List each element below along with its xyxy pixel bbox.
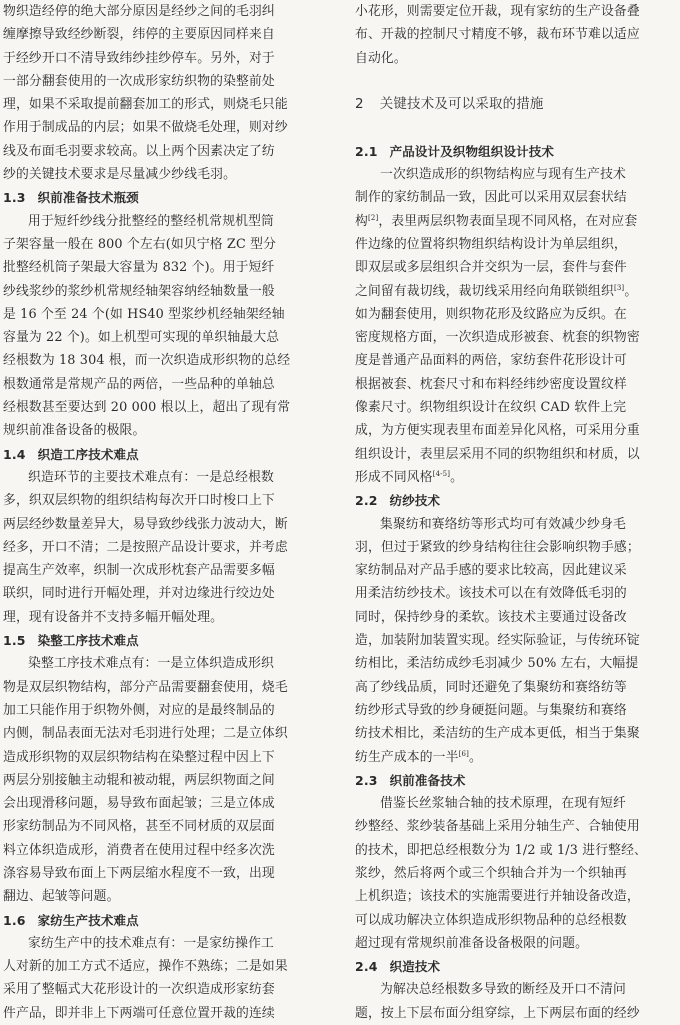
text-line bbox=[355, 629, 673, 652]
text-line bbox=[3, 885, 325, 908]
text-line bbox=[3, 699, 325, 722]
paragraph-first-line bbox=[3, 652, 325, 675]
line-text: 浆纱，然后将两个或三个织轴合并为一个织轴再 bbox=[355, 865, 627, 881]
line-text-continued: ，表里两层织物表面呈现不同风格，在对应套 bbox=[378, 213, 638, 229]
text-line bbox=[3, 280, 325, 303]
text-line bbox=[355, 396, 673, 419]
text-line bbox=[3, 140, 325, 163]
line-text: 根数通常是常规产品的两倍，一些品种的单轴总 bbox=[3, 376, 275, 392]
line-text: 超过现有常规织前准备设备极限的问题。 bbox=[355, 935, 589, 951]
text-line bbox=[355, 746, 673, 769]
heading-title: 纺纱技术 bbox=[389, 493, 441, 509]
citation-marker: [2] bbox=[367, 213, 379, 222]
text-line bbox=[355, 0, 673, 23]
heading-number: 2.4 bbox=[355, 959, 378, 975]
line-text: 为解决总经根数多导致的断经及开口不清问 bbox=[380, 982, 626, 998]
line-text: 造，加装附加装置实现。经实际验证，与传统环锭 bbox=[355, 633, 640, 649]
text-line bbox=[3, 862, 325, 885]
text-line bbox=[3, 815, 325, 838]
heading-number: 2.2 bbox=[355, 493, 378, 509]
text-line bbox=[3, 396, 325, 419]
text-line bbox=[3, 303, 325, 326]
text-line bbox=[355, 559, 673, 582]
text-line bbox=[3, 536, 325, 559]
line-text: 加工只能作用于织物外侧，对应的是最终制品的 bbox=[3, 702, 275, 718]
heading-title: 关键技术及可以采取的措施 bbox=[379, 96, 544, 113]
text-line bbox=[355, 699, 673, 722]
heading-title: 织造工序技术难点 bbox=[37, 446, 139, 462]
text-line bbox=[3, 769, 325, 792]
heading-number: 2.1 bbox=[355, 143, 378, 159]
text-line bbox=[3, 326, 325, 349]
text-line bbox=[3, 978, 325, 1001]
line-text: 线及布面毛羽要求较高。以上两个因素决定了纺 bbox=[3, 143, 275, 159]
line-text: 织造环节的主要技术难点有：一是总经根数 bbox=[28, 469, 274, 485]
line-text: 纺技术相比，柔洁纺的生产成本更低，相当于集聚 bbox=[355, 726, 640, 742]
heading-number: 1.5 bbox=[3, 633, 26, 649]
line-text: 布、开裁的控制尺寸精度不够，裁布环节难以适应 bbox=[355, 27, 640, 43]
line-text: 即双层或多层组织合并交织为一层，套件与套件 bbox=[355, 260, 627, 276]
line-text: 纺生产成本的一半 bbox=[355, 749, 459, 765]
heading-title: 家纺生产技术难点 bbox=[37, 912, 139, 928]
paragraph-first-line bbox=[355, 163, 673, 186]
text-line bbox=[3, 116, 325, 139]
line-text: 纱整经、浆纱装备基础上采用分轴生产、合轴使用 bbox=[355, 819, 640, 835]
line-text: 两层分别接触主动辊和被动辊，两层织物面之间 bbox=[3, 772, 275, 788]
text-line bbox=[3, 839, 325, 862]
section-heading bbox=[355, 93, 673, 116]
right-column bbox=[355, 0, 673, 1025]
line-text: 经根数为 18 304 根，而一次织造成形织物的总经 bbox=[3, 353, 291, 369]
text-line bbox=[3, 1002, 325, 1025]
spacer bbox=[355, 70, 673, 93]
paragraph-first-line bbox=[3, 466, 325, 489]
line-text: 形成不同风格 bbox=[355, 469, 433, 485]
line-text: 家纺制品对产品手感的要求比较高，因此建议采 bbox=[355, 563, 627, 579]
line-text-continued: 。 bbox=[468, 749, 482, 765]
text-line bbox=[3, 419, 325, 442]
text-line bbox=[3, 559, 325, 582]
text-line bbox=[355, 419, 673, 442]
heading-number: 1.3 bbox=[3, 190, 26, 206]
line-text: 作用于制成品的内层；如果不做烧毛处理，则对纱 bbox=[3, 120, 288, 136]
line-text: 于经纱开口不清导致纬纱挂纱停车。另外，对于 bbox=[3, 50, 275, 66]
text-line bbox=[355, 606, 673, 629]
text-line bbox=[3, 256, 325, 279]
line-text: 集聚纺和赛络纺等形式均可有效减少纱身毛 bbox=[380, 516, 626, 532]
citation-marker: [4-5] bbox=[432, 469, 451, 478]
citation-marker: [3] bbox=[613, 283, 625, 292]
line-text: 物是双层织物结构，部分产品需要翻套使用，烧毛 bbox=[3, 679, 288, 695]
line-text: 如为翻套使用，则织物花形及纹路应为反织。在 bbox=[355, 306, 627, 322]
text-line bbox=[355, 47, 673, 70]
text-line bbox=[3, 23, 325, 46]
paragraph-first-line bbox=[3, 932, 325, 955]
line-text: 容量为 22 个)。如上机型可实现的单织轴最大总 bbox=[3, 330, 280, 346]
heading-number: 1.4 bbox=[3, 446, 26, 462]
text-line bbox=[355, 839, 673, 862]
text-line bbox=[3, 349, 325, 372]
line-text: 是 16 个至 24 个(如 HS40 型浆纱机经轴架经轴 bbox=[3, 306, 285, 322]
text-line bbox=[3, 233, 325, 256]
subsection-heading bbox=[3, 629, 325, 652]
line-text: 经多，开口不清；二是按照产品设计要求，并考虑 bbox=[3, 539, 288, 555]
line-text-continued: 。 bbox=[624, 283, 638, 299]
text-line bbox=[3, 93, 325, 116]
text-line bbox=[3, 746, 325, 769]
heading-title: 织造技术 bbox=[389, 959, 441, 975]
text-line bbox=[355, 652, 673, 675]
text-line bbox=[355, 722, 673, 745]
text-line bbox=[355, 676, 673, 699]
line-text: 同时，保持纱身的柔软。该技术主要通过设备改 bbox=[355, 609, 627, 625]
text-line bbox=[355, 1002, 673, 1025]
text-line bbox=[355, 466, 673, 489]
line-text: 涤容易导致布面上下两层缩水程度不一致，出现 bbox=[3, 865, 275, 881]
subsection-heading bbox=[355, 769, 673, 792]
subsection-heading bbox=[355, 489, 673, 512]
text-line bbox=[3, 70, 325, 93]
line-text: 自动化。 bbox=[355, 50, 407, 66]
line-text: 之间留有裁切线，裁切线采用经向角联锁组织 bbox=[355, 283, 614, 299]
heading-number: 1.6 bbox=[3, 912, 26, 928]
text-line bbox=[3, 722, 325, 745]
text-line bbox=[355, 582, 673, 605]
line-text: 度是普通产品面料的两倍，家纺套件花形设计可 bbox=[355, 353, 627, 369]
text-line bbox=[355, 256, 673, 279]
text-line bbox=[355, 909, 673, 932]
line-text: 密度规格方面，一次织造成形被套、枕套的织物密 bbox=[355, 330, 640, 346]
line-text: 人对新的加工方式不适应，操作不熟练；二是如果 bbox=[3, 959, 288, 975]
text-line bbox=[3, 373, 325, 396]
line-text: 提高生产效率，织制一次成形枕套产品需要多幅 bbox=[3, 563, 275, 579]
line-text: 料立体织造成形，消费者在使用过程中经多次洗 bbox=[3, 842, 275, 858]
subsection-heading bbox=[3, 909, 325, 932]
line-text: 物织造经停的绝大部分原因是经纱之间的毛羽纠 bbox=[3, 4, 275, 19]
line-text: 造成形织物的双层织物结构在染整过程中因上下 bbox=[3, 749, 275, 765]
paragraph-first-line bbox=[355, 513, 673, 536]
text-line bbox=[355, 536, 673, 559]
text-line bbox=[355, 280, 673, 303]
heading-title: 织前准备技术瓶颈 bbox=[37, 190, 139, 206]
line-text: 根据被套、枕套尺寸和布料经纬纱密度设置纹样 bbox=[355, 376, 627, 392]
paragraph-first-line bbox=[355, 792, 673, 815]
line-text: 题，按上下层布面分组穿综，上下两层布面的经纱 bbox=[355, 1005, 640, 1021]
text-line bbox=[355, 186, 673, 209]
line-text: 像素尺寸。织物组织设计在纹织 CAD 软件上完 bbox=[355, 400, 627, 416]
heading-number: 2.3 bbox=[355, 772, 378, 788]
line-text: 多，织双层织物的组织结构每次开口时梭口上下 bbox=[3, 493, 275, 509]
text-line bbox=[355, 349, 673, 372]
heading-title: 染整工序技术难点 bbox=[37, 633, 139, 649]
line-text: 理，现有设备并不支持多幅开幅处理。 bbox=[3, 609, 224, 625]
text-line bbox=[3, 606, 325, 629]
text-line bbox=[3, 163, 325, 186]
line-text: 成，为方便实现表里布面差异化风格，可采用分重 bbox=[355, 423, 640, 439]
line-text: 制作的家纺制品一致，因此可以采用双层套状结 bbox=[355, 190, 627, 206]
left-column bbox=[3, 0, 325, 1025]
text-line bbox=[355, 862, 673, 885]
line-text: 上机织造；该技术的实施需要进行并轴设备改造， bbox=[355, 889, 640, 905]
line-text: 的技术，即把总经根数分为 1/2 或 1/3 进行整经、 bbox=[355, 842, 648, 858]
line-text: 一次织造成形的织物结构应与现有生产技术 bbox=[380, 167, 626, 183]
text-line bbox=[3, 0, 325, 23]
text-line bbox=[3, 676, 325, 699]
text-line bbox=[355, 233, 673, 256]
text-line bbox=[355, 815, 673, 838]
line-text: 件边缘的位置将织物组织结构设计为单层组织， bbox=[355, 236, 627, 252]
line-text: 纱线浆纱的浆纱机常规经轴架容纳经轴数量一般 bbox=[3, 283, 275, 299]
heading-title: 织前准备技术 bbox=[389, 772, 466, 788]
line-text: 内侧，制品表面无法对毛羽进行处理；二是立体织 bbox=[3, 726, 288, 742]
line-text: 理，如果不采取提前翻套加工的形式，则烧毛只能 bbox=[3, 97, 288, 113]
line-text: 羽，但过于紧致的纱身结构往往会影响织物手感； bbox=[355, 539, 640, 555]
line-text: 联织，同时进行开幅处理，并对边缘进行绞边处 bbox=[3, 586, 275, 602]
line-text: 经根数甚至要达到 20 000 根以上，超出了现有常 bbox=[3, 400, 291, 416]
subsection-heading bbox=[3, 186, 325, 209]
citation-marker: [6] bbox=[458, 749, 469, 758]
line-text: 借鉴长丝浆轴合轴的技术原理，在现有短纤 bbox=[380, 796, 626, 812]
line-text: 规织前准备设备的极限。 bbox=[3, 423, 146, 439]
text-line bbox=[355, 303, 673, 326]
text-line bbox=[355, 443, 673, 466]
text-line bbox=[3, 955, 325, 978]
text-line bbox=[355, 885, 673, 908]
line-text: 采用了整幅式大花形设计的一次织造成形家纺套 bbox=[3, 982, 275, 998]
text-line bbox=[3, 489, 325, 512]
subsection-heading bbox=[355, 955, 673, 978]
line-text: 小花形，则需要定位开裁，现有家纺的生产设备叠 bbox=[355, 4, 640, 19]
subsection-heading bbox=[355, 140, 673, 163]
text-line bbox=[355, 373, 673, 396]
text-line bbox=[355, 932, 673, 955]
line-text: 会出现滑移问题，易导致布面起皱；三是立体成 bbox=[3, 796, 275, 812]
line-text: 两层经纱数量差异大，易导致纱线张力波动大，断 bbox=[3, 516, 288, 532]
text-line bbox=[3, 582, 325, 605]
text-line bbox=[3, 513, 325, 536]
line-text: 翻边、起皱等问题。 bbox=[3, 889, 120, 905]
paragraph-first-line bbox=[355, 978, 673, 1001]
line-text: 子架容量一般在 800 个左右(如贝宁格 ZC 型分 bbox=[3, 236, 277, 252]
line-text: 件产品，即并非上下两端可任意位置开裁的连续 bbox=[3, 1005, 275, 1021]
text-line bbox=[3, 792, 325, 815]
line-text: 纱的关键技术要求是尽量减少纱线毛羽。 bbox=[3, 167, 237, 183]
text-line bbox=[355, 23, 673, 46]
line-text: 缠摩擦导致经纱断裂，纬停的主要原因同样来自 bbox=[3, 27, 275, 43]
line-text: 纺相比，柔洁纺成纱毛羽减少 50% 左右，大幅提 bbox=[355, 656, 639, 672]
line-text: 用于短纤纱线分批整经的整经机常规机型筒 bbox=[28, 213, 274, 229]
paragraph-first-line bbox=[3, 210, 325, 233]
line-text: 纺纱形式导致的纱身硬挺问题。与集聚纺和赛络 bbox=[355, 702, 627, 718]
spacer bbox=[355, 116, 673, 139]
line-text: 高了纱线品质，同时还避免了集聚纺和赛络纺等 bbox=[355, 679, 627, 695]
line-text: 形家纺制品为不同风格，甚至不同材质的双层面 bbox=[3, 819, 275, 835]
line-text: 构 bbox=[355, 213, 368, 229]
line-text: 用柔洁纺纱技术。该技术可以在有效降低毛羽的 bbox=[355, 586, 627, 602]
subsection-heading bbox=[3, 443, 325, 466]
text-line bbox=[3, 47, 325, 70]
line-text: 一部分翻套使用的一次成形家纺织物的染整前处 bbox=[3, 73, 275, 89]
heading-title: 产品设计及织物组织设计技术 bbox=[389, 143, 555, 159]
text-line bbox=[355, 326, 673, 349]
text-line bbox=[355, 210, 673, 233]
line-text: 可以成功解决立体织造成形织物品种的总经根数 bbox=[355, 912, 627, 928]
line-text: 家纺生产中的技术难点有：一是家纺操作工 bbox=[28, 935, 274, 951]
line-text: 批整经机筒子架最大容量为 832 个)。用于短纤 bbox=[3, 260, 275, 276]
line-text: 染整工序技术难点有：一是立体织造成形织 bbox=[28, 656, 274, 672]
line-text: 组织设计，表里层采用不同的织物组织和材质，以 bbox=[355, 446, 640, 462]
line-text-continued: 。 bbox=[450, 469, 464, 485]
heading-number: 2 bbox=[355, 96, 364, 113]
